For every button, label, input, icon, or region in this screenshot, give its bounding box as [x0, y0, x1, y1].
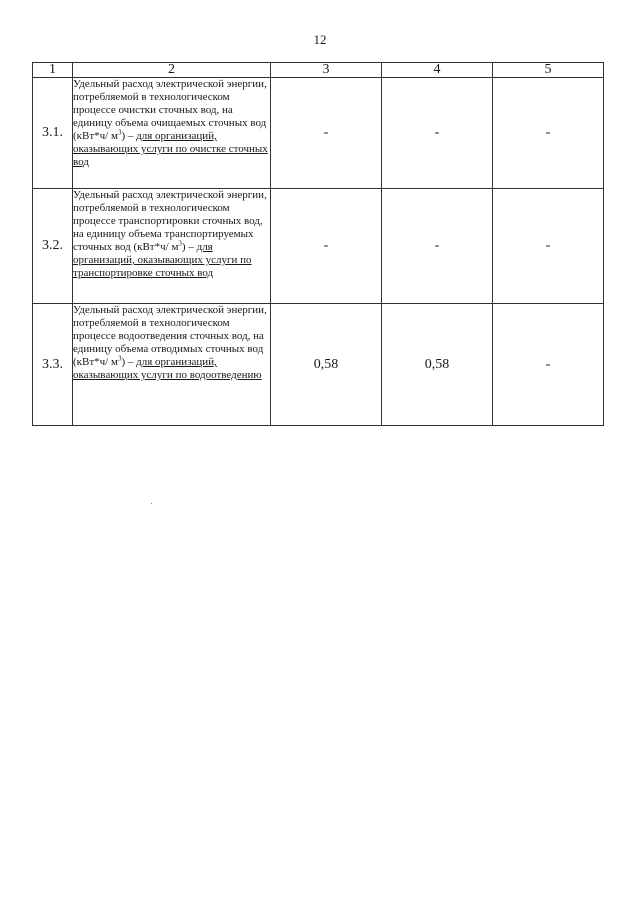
table-row — [33, 304, 604, 426]
description-text: Удельный расход электрической энергии, потребляемой в технологическом процессе очистки сточных вод, на единицу объема очищаемых сточных вод (кВт*ч/ м — [73, 78, 267, 142]
description-connector: ) – — [181, 241, 197, 253]
value-col-5: - — [493, 78, 604, 189]
description-text: Удельный расход электрической энергии, потребляемой в технологическом процессе водоотведения сточных вод, на единицу объема отводимых сточных вод (кВт*ч/ м — [73, 304, 267, 368]
superscript: 3 — [117, 128, 122, 137]
description-underlined: для организаций, оказывающих услуги по водоотведению — [73, 356, 262, 381]
description-connector: ) – — [121, 130, 137, 142]
table-row — [33, 189, 604, 304]
page-number: 12 — [313, 32, 327, 47]
value-col-4: - — [382, 189, 493, 304]
row-description — [73, 78, 271, 189]
row-number: 3.1. — [33, 78, 73, 189]
header-cell-4: 4 — [382, 63, 493, 78]
row-description — [73, 304, 271, 426]
value-col-3: - — [271, 78, 382, 189]
value-col-3: 0,58 — [271, 304, 382, 426]
header-cell-1: 1 — [33, 63, 73, 78]
superscript: 3 — [117, 354, 122, 363]
header-cell-5: 5 — [493, 63, 604, 78]
superscript: 3 — [178, 239, 182, 248]
value-col-5: - — [493, 304, 604, 426]
indicators-table — [32, 62, 604, 426]
table-row — [33, 78, 604, 189]
description-text: Удельный расход электрической энергии, потребляемой в технологическом процессе транспортировки сточных вод, на единицу объема транспортируемых сточных вод (кВт*ч/ м — [73, 189, 267, 253]
row-number: 3.2. — [33, 189, 73, 304]
scan-speck — [151, 503, 152, 504]
description-connector: ) – — [121, 356, 137, 368]
value-col-4: 0,58 — [382, 304, 493, 426]
row-description — [73, 189, 271, 304]
header-cell-2: 2 — [73, 63, 271, 78]
row-number: 3.3. — [33, 304, 73, 426]
value-col-4: - — [382, 78, 493, 189]
description-underlined: для организаций, оказывающих услуги по транспортировке сточных вод — [73, 241, 252, 279]
value-col-5: - — [493, 189, 604, 304]
header-cell-3: 3 — [271, 63, 382, 78]
description-underlined: для организаций, оказывающих услуги по очистке сточных вод — [73, 130, 268, 168]
table-header-row — [33, 63, 604, 78]
value-col-3: - — [271, 189, 382, 304]
